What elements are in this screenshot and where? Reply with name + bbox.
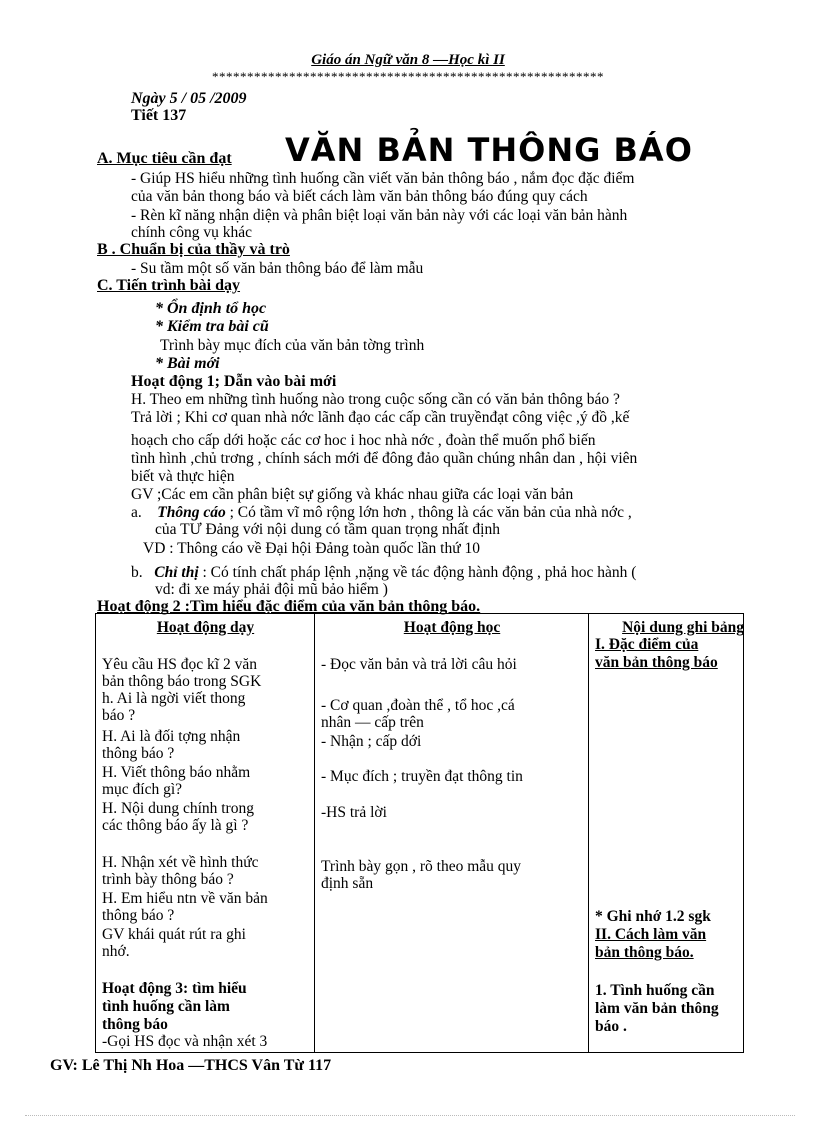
teacher-line: Yêu cầu HS đọc kĩ 2 văn — [102, 656, 257, 673]
document-header: Giáo án Ngữ văn 8 —Học kì II — [311, 52, 505, 68]
column-student-activity — [315, 614, 589, 1053]
board-subheading: làm văn bản thông — [595, 1000, 719, 1017]
student-line: - Nhận ; cấp dới — [321, 733, 422, 750]
student-line: - Đọc văn bản và trả lời câu hỏi — [321, 656, 517, 673]
table-header-teaching: Hoạt động dạy — [156, 619, 255, 636]
student-line: -HS trả lời — [321, 804, 387, 821]
table-header-board: Nội dung ghi bảng — [622, 619, 744, 636]
section-a-heading: A. Mục tiêu cần đạt — [97, 150, 232, 167]
body-line: tình hình ,chủ trơng , chính sách mới để đông đảo quần chúng nhân dan , hội viên — [131, 450, 638, 467]
lesson-table — [95, 613, 744, 1053]
item-a-example: VD : Thông cáo về Đại hội Đảng toàn quốc lần thứ 10 — [143, 540, 480, 557]
teacher-line: -Gọi HS đọc và nhận xét 3 — [102, 1033, 268, 1050]
step-stabilize: * Ổn định tổ học — [155, 300, 267, 317]
item-b-label: b. — [131, 564, 143, 581]
teacher-line: H. Nhận xét về hình thức — [102, 854, 259, 871]
board-note: * Ghi nhớ 1.2 sgk — [595, 908, 711, 925]
section-a-line: chính công vụ khác — [131, 224, 252, 241]
activity-3-heading: Hoạt động 3: tìm hiểu — [102, 980, 247, 997]
section-c-heading: C. Tiến trình bài dạy — [97, 277, 241, 294]
teacher-line: H. Nội dung chính trong — [102, 800, 254, 817]
teacher-line: mục đích gì? — [102, 781, 183, 798]
lesson-number: Tiết 137 — [131, 107, 187, 124]
teacher-line: trình bày thông báo ? — [102, 871, 234, 888]
student-line: nhân — cấp trên — [321, 714, 424, 731]
teacher-line: thông báo ? — [102, 907, 175, 924]
table-header-learning: Hoạt động học — [403, 619, 501, 636]
student-line: Trình bày gọn , rõ theo mẫu quy — [321, 858, 522, 875]
column-teacher-activity — [96, 614, 315, 1053]
activity-1-heading: Hoạt động 1; Dẫn vào bài mới — [131, 373, 337, 390]
teacher-line: các thông báo ấy là gì ? — [102, 817, 249, 834]
header-stars-divider: ******************************************************** — [212, 69, 604, 84]
step-check-old-lesson: * Kiểm tra bài cũ — [155, 318, 269, 335]
item-a — [131, 504, 632, 522]
student-line: định sẵn — [321, 875, 374, 892]
board-subheading: 1. Tình huống cần — [595, 982, 715, 999]
section-b-heading: B . Chuẩn bị của thầy và trò — [97, 241, 290, 258]
teacher-line: bản thông báo trong SGK — [102, 673, 262, 690]
teacher-line: h. Ai là ngời viết thong — [102, 690, 246, 707]
teacher-line: nhớ. — [102, 943, 130, 960]
step-check-question: Trình bày mục đích của văn bản tờng trình — [160, 337, 425, 354]
item-b-term: Chỉ thị — [154, 564, 199, 581]
body-line: Trả lời ; Khi cơ quan nhà nớc lãnh đạo các cấp cần truyềnđạt công việc ,ý đồ ,kế — [131, 409, 630, 426]
item-a-text: ; Có tầm vĩ mô rộng lớn hơn , thông là các văn bản của nhà nớc , — [225, 504, 632, 521]
body-line: biết và thực hiện — [131, 468, 235, 485]
student-line: - Cơ quan ,đoàn thể , tổ hoc ,cá — [321, 697, 515, 714]
section-a-line: - Rèn kĩ năng nhận diện và phân biệt loại văn bản này với các loại văn bản hành — [131, 207, 628, 224]
item-a-term: Thông cáo — [157, 504, 226, 521]
teacher-line: H. Viết thông báo nhằm — [102, 764, 251, 781]
board-heading-2: II. Cách làm văn — [595, 926, 707, 943]
page-footer: GV: Lê Thị Nh Hoa —THCS Vân Từ 117 — [50, 1057, 332, 1074]
column-board-content — [589, 614, 744, 1053]
teacher-line: thông báo ? — [102, 745, 175, 762]
board-heading-1: văn bản thông báo — [595, 654, 718, 671]
item-a-label: a. — [131, 504, 142, 521]
body-line: H. Theo em những tình huống nào trong cuộc sống cần có văn bản thông báo ? — [131, 391, 620, 408]
item-b-text: : Có tính chất pháp lệnh ,nặng về tác động hành động , phả hoc hành ( — [198, 564, 637, 581]
section-a-line: - Giúp HS hiểu những tình huống cần viết văn bản thông báo , nắm đọc đặc điểm — [131, 170, 635, 187]
board-subheading: báo . — [595, 1018, 627, 1035]
step-new-lesson: * Bài mới — [155, 355, 220, 372]
teacher-line: H. Em hiểu ntn về văn bản — [102, 890, 268, 907]
lesson-date: Ngày 5 / 05 /2009 — [131, 90, 247, 107]
section-b-line: - Su tầm một số văn bản thông báo để làm mẫu — [131, 260, 424, 277]
page-title: VĂN BẢN THÔNG BÁO — [285, 131, 693, 169]
page-bottom-divider — [25, 1115, 795, 1116]
board-heading-1: I. Đặc điểm của — [595, 636, 699, 653]
board-heading-2: bản thông báo. — [595, 944, 694, 961]
activity-3-heading: thông báo — [102, 1016, 168, 1033]
teacher-line: H. Ai là đối tợng nhận — [102, 728, 241, 745]
activity-3-heading: tình huống cần làm — [102, 998, 230, 1015]
section-a-line: của văn bản thong báo và biết cách làm văn bản thông báo đúng quy cách — [131, 188, 588, 205]
body-line: GV ;Các em cần phân biệt sự giống và khác nhau giữa các loại văn bản — [131, 486, 574, 503]
activity-2-heading: Hoạt động 2 :Tìm hiểu đặc điểm của văn bản thông báo. — [97, 598, 481, 615]
item-b-text-2: vd: đi xe máy phải đội mũ bảo hiểm ) — [155, 581, 388, 598]
item-a-text-2: của TƯ Đảng với nội dung có tầm quan trọng nhất định — [155, 521, 500, 538]
student-line: - Mục đích ; truyền đạt thông tin — [321, 768, 523, 785]
teacher-line: GV khái quát rút ra ghi — [102, 926, 246, 943]
body-line: hoạch cho cấp dới hoặc các cơ hoc i hoc nhà nớc , đoàn thể muốn phổ biến — [131, 432, 596, 449]
item-b — [131, 564, 636, 582]
teacher-line: báo ? — [102, 707, 136, 724]
